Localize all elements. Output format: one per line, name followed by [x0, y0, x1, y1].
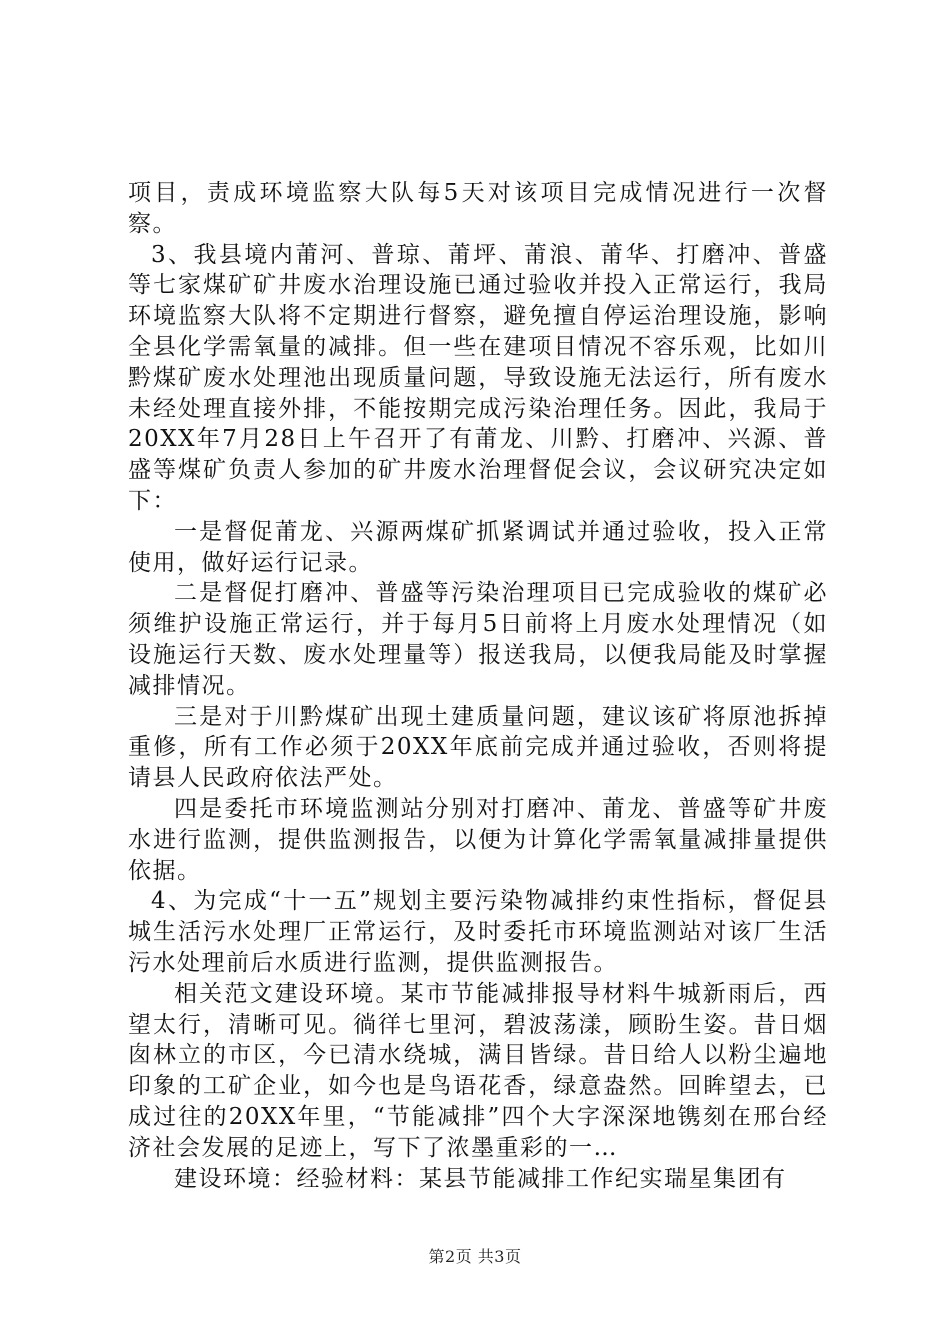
- document-body: [128, 178, 828, 1194]
- paragraph-point-1: 一是督促莆龙、兴源两煤矿抓紧调试并通过验收，投入正常使用，做好运行记录。: [128, 518, 828, 576]
- paragraph-item-3: 3、我县境内莆河、普琼、莆坪、莆浪、莆华、打磨冲、普盛等七家煤矿矿井废水治理设施已通过验收并投入正常运行，我局环境监察大队将不定期进行督察，避免擅自停运治理设施，影响全县化学需氧量的减排。但一些在建项目情况不容乐观，比如川黔煤矿废水处理池出现质量问题，导致设施无法运行，所有废水未经处理直接外排，不能按期完成污染治理任务。因此，我局于20XX年7月28日上午召开了有莆龙、川黔、打磨冲、兴源、普盛等煤矿负责人参加的矿井废水治理督促会议，会议研究决定如下：: [128, 241, 828, 514]
- paragraph-item-4: 4、为完成“十一五”规划主要污染物减排约束性指标，督促县城生活污水处理厂正常运行，及时委托市环境监测站对该厂生活污水处理前后水质进行监测，提供监测报告。: [128, 888, 828, 976]
- paragraph-related-article: 相关范文建设环境。某市节能减排报导材料牛城新雨后，西望太行，清晰可见。徜徉七里河，碧波荡漾，顾盼生姿。昔日烟囱林立的市区，今已清水绕城，满目皆绿。昔日给人以粉尘遍地印象的工矿企业，如今也是鸟语花香，绿意盎然。回眸望去，已成过往的20XX年里，“节能减排”四个大字深深地镌刻在邢台经济社会发展的足迹上，写下了浓墨重彩的一…: [128, 980, 828, 1161]
- paragraph-continuation: 项目，责成环境监察大队每5天对该项目完成情况进行一次督察。: [128, 180, 828, 237]
- page-number-footer: 第2页 共3页: [428, 1247, 522, 1266]
- paragraph-related-heading: 建设环境：经验材料：某县节能减排工作纪实瑞星集团有: [174, 1165, 787, 1192]
- paragraph-point-2: 二是督促打磨冲、普盛等污染治理项目已完成验收的煤矿必须维护设施正常运行，并于每月5日前将上月废水处理情况（如设施运行天数、废水处理量等）报送我局，以便我局能及时掌握减排情况。: [128, 580, 828, 699]
- paragraph-point-3: 三是对于川黔煤矿出现土建质量问题，建议该矿将原池拆掉重修，所有工作必须于20XX年底前完成并通过验收，否则将提请县人民政府依法严处。: [128, 703, 828, 792]
- paragraph-point-4: 四是委托市环境监测站分别对打磨冲、莆龙、普盛等矿井废水进行监测，提供监测报告，以便为计算化学需氧量减排量提供依据。: [128, 795, 828, 884]
